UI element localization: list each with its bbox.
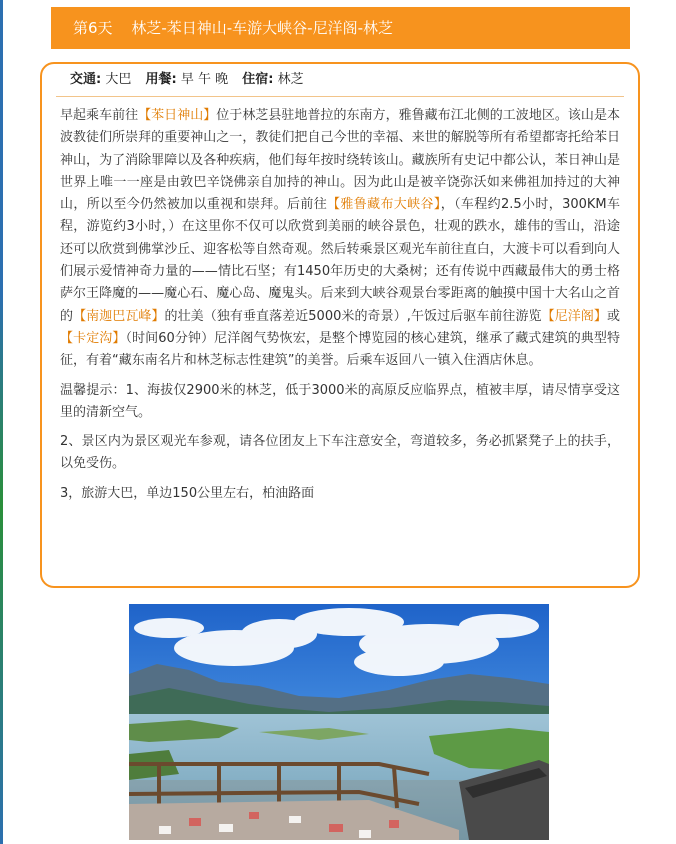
itinerary-text-5: 或: [606, 308, 620, 324]
tip-safety: 2、景区内为景区观光车参观，请各位团友上下车注意安全，弯道较多，务必抓紧凳子上的扶手，以免受伤。: [60, 434, 620, 472]
scenery-photo: [129, 604, 549, 840]
day-header-bar: [51, 7, 630, 49]
meal-value: 早 午 晚: [180, 72, 229, 87]
info-divider: [56, 96, 624, 97]
itinerary-text-2: 位于林芝县驻地普拉的东南方，雅鲁藏布江北侧的工波地区。该山是本波教徒们所崇拜的重要神山之一，教徒们把自己今世的幸福、来世的解脱等所有希望都寄托给苯日神山，为了消除罪障以及各种疾病，他们每年按时绕转该山。藏族所有史记中都公认，苯日神山是世界上唯一一座是由敦巴辛饶佛亲自加持的神山。因为此山是被辛饶弥沃如来佛祖加持过的大神山，所以至今仍然被加以重视和崇拜。后前往: [60, 108, 620, 213]
spot-link-nyang-pavilion[interactable]: 【尼洋阁】: [541, 308, 607, 324]
itinerary-text-4: 的壮美（独有垂直落差近5000米的奇景）,午饭过后驱车前往游览: [164, 308, 542, 324]
day-route: 林芝-苯日神山-车游大峡谷-尼洋阁-林芝: [131, 19, 393, 37]
itinerary-card: [40, 62, 640, 588]
stay-value: 林芝: [277, 72, 304, 87]
tip-bus: 3，旅游大巴，单边150公里左右，柏油路面: [60, 485, 315, 501]
trip-info-row: [70, 70, 620, 90]
spot-link-namcha-barwa[interactable]: 【南迦巴瓦峰】: [73, 308, 165, 324]
meal-label: 用餐:: [145, 72, 177, 87]
tip-altitude: 温馨提示：1、海拔仅2900米的林芝，低于3000米的高原反应临界点，植被丰厚，请尽情享受这里的清新空气。: [60, 382, 620, 420]
transport-value: 大巴: [105, 72, 132, 87]
day-number: 第6天: [73, 19, 113, 37]
spot-link-kading[interactable]: 【卡定沟】: [60, 330, 126, 346]
spot-link-canyon[interactable]: 【雅鲁藏布大峡谷】: [327, 197, 441, 213]
itinerary-text-3: ，（车程约2.5小时，300KM车程，游览约3小时，）在这里你不仅可以欣赏到美丽的峡谷景色，壮观的跌水，雄伟的雪山，沿途还可以欣赏到佛掌沙丘、迎客松等自然奇观。然后转乘景区观光车前往直白，大渡卡可以看到向人们展示爱情神奇力量的——情比石坚；有1450年历史的大桑树；还有传说中西藏最伟大的勇士格萨尔王降魔的——魔心石、魔心岛、魔鬼头。后来到大峡谷观景台零距离的触摸中国十大名山之首的: [60, 197, 620, 324]
spot-link-benri[interactable]: 【苯日神山】: [138, 108, 217, 123]
itinerary-text-1: 早起乘车前往: [60, 108, 139, 123]
stay-label: 住宿:: [242, 72, 274, 87]
page-edge-strip: [0, 0, 3, 844]
transport-label: 交通:: [70, 72, 102, 87]
itinerary-description: [60, 105, 620, 373]
itinerary-text-6: （时间60分钟）尼洋阁气势恢宏，是整个博览园的核心建筑，继承了藏式建筑的典型特征，有着“藏东南名片和林芝标志性建筑”的美誉。后乘车返回八一镇入住酒店休息。: [60, 330, 620, 369]
